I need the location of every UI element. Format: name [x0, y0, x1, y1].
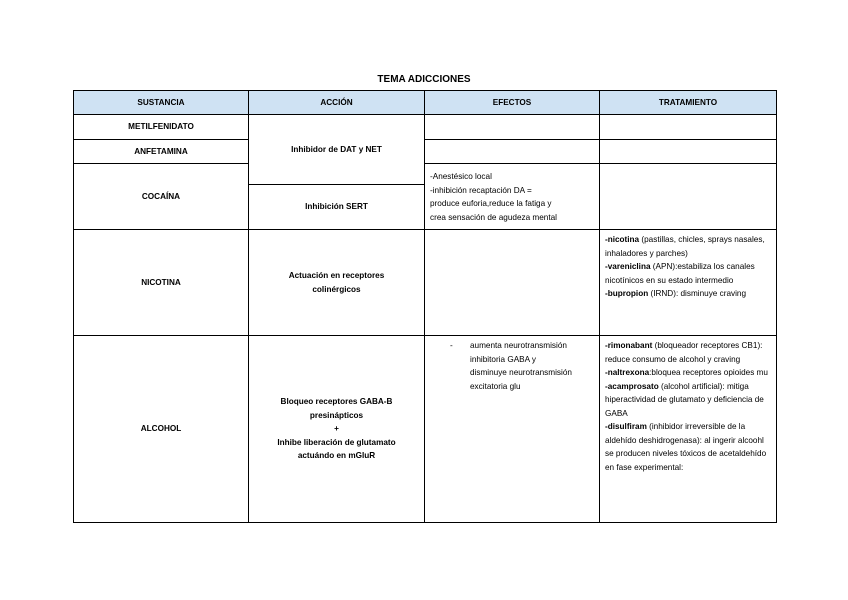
efectos-metilfenidato [425, 115, 600, 140]
header-tratamiento: TRATAMIENTO [600, 91, 777, 115]
treatment-drug: -disulfiram [605, 422, 647, 431]
accion-cocaina: Inhibición SERT [249, 185, 425, 230]
efectos-alcohol [425, 336, 600, 523]
accion-alcohol [249, 336, 425, 523]
accion-dat-net: Inhibidor de DAT y NET [249, 115, 425, 185]
treatment-item [605, 287, 771, 301]
table-row [74, 164, 777, 185]
accion-line: Inhibe liberación de glutamato [277, 437, 396, 447]
treatment-item [605, 366, 771, 380]
efectos-line: crea sensación de agudeza mental [430, 212, 557, 222]
efectos-anfetamina [425, 140, 600, 164]
accion-line: presinápticos [309, 410, 364, 420]
header-efectos: EFECTOS [425, 91, 600, 115]
treatment-item [605, 339, 771, 366]
tratamiento-alcohol [600, 336, 777, 523]
treatment-desc: (alcohol artificial): mitiga hiperactividad de glutamato y deficiencia de GABA [605, 381, 764, 418]
efectos-list [430, 339, 594, 393]
table-row [74, 115, 777, 140]
treatment-drug: -naltrexona [605, 368, 650, 377]
sustancia-alcohol: ALCOHOL [74, 336, 249, 523]
treatment-desc: :bloquea receptores opioides mu [649, 368, 768, 377]
sustancia-cocaina: COCAÍNA [74, 164, 249, 230]
treatment-item [605, 420, 771, 461]
sustancia-nicotina: NICOTINA [74, 230, 249, 336]
tratamiento-nicotina [600, 230, 777, 336]
efectos-line: disminuye neurotransmisión excitatoria glu [470, 368, 572, 391]
treatment-desc: (inhibidor irreversible de la aldehído deshidrogenasa): al ingerir alcoohl se producen niveles tóxicos de acetaldehído [605, 422, 767, 458]
table-row [74, 140, 777, 164]
accion-line: Actuación en receptores [288, 271, 385, 280]
accion-line: actuándo en mGluR [297, 451, 376, 461]
tratamiento-cocaina [600, 164, 777, 230]
efectos-line: aumenta neurotransmisión inhibitoria GABA y [470, 341, 567, 364]
efectos-item [470, 339, 594, 393]
accion-line: + [334, 424, 339, 434]
treatment-drug: -bupropion [605, 289, 649, 298]
addictions-table [73, 90, 777, 523]
treatment-desc: (bloqueador receptores CB1): reduce consumo de alcohol y craving [605, 341, 763, 364]
treatment-item [605, 260, 771, 287]
treatment-note: en fase experimental: [605, 462, 684, 472]
accion-nicotina [249, 230, 425, 336]
efectos-line: -Anestésico local [430, 172, 492, 181]
efectos-line: -inhibición recaptación DA = [430, 185, 532, 195]
page-title: TEMA ADICCIONES [377, 74, 471, 85]
tratamiento-anfetamina [600, 140, 777, 164]
header-sustancia: SUSTANCIA [74, 91, 249, 115]
tratamiento-metilfenidato [600, 115, 777, 140]
table-row [74, 336, 777, 523]
treatment-drug: -vareniclina [605, 262, 651, 271]
treatment-desc: (IRND): disminuye craving [648, 289, 747, 298]
treatment-item [605, 380, 771, 421]
treatment-desc: (APN):estabiliza los canales nicotínicos en su estado intermedio [605, 262, 755, 285]
sustancia-metilfenidato: METILFENIDATO [74, 115, 249, 140]
header-accion: ACCIÓN [249, 91, 425, 115]
header-row [74, 91, 777, 115]
efectos-cocaina [425, 164, 600, 230]
accion-line: Bloqueo receptores GABA-B [280, 397, 393, 407]
sustancia-anfetamina: ANFETAMINA [74, 140, 249, 164]
treatment-item [605, 233, 771, 260]
efectos-line: produce euforia,reduce la fatiga y [430, 199, 552, 208]
treatment-drug: -rimonabant [605, 341, 653, 350]
treatment-drug: -acamprosato [605, 381, 659, 391]
accion-line: colinérgicos [312, 284, 361, 294]
efectos-nicotina [425, 230, 600, 336]
treatment-desc: (pastillas, chicles, sprays nasales, inhaladores y parches) [605, 235, 765, 258]
treatment-drug: -nicotina [605, 235, 640, 244]
table-row [74, 230, 777, 336]
